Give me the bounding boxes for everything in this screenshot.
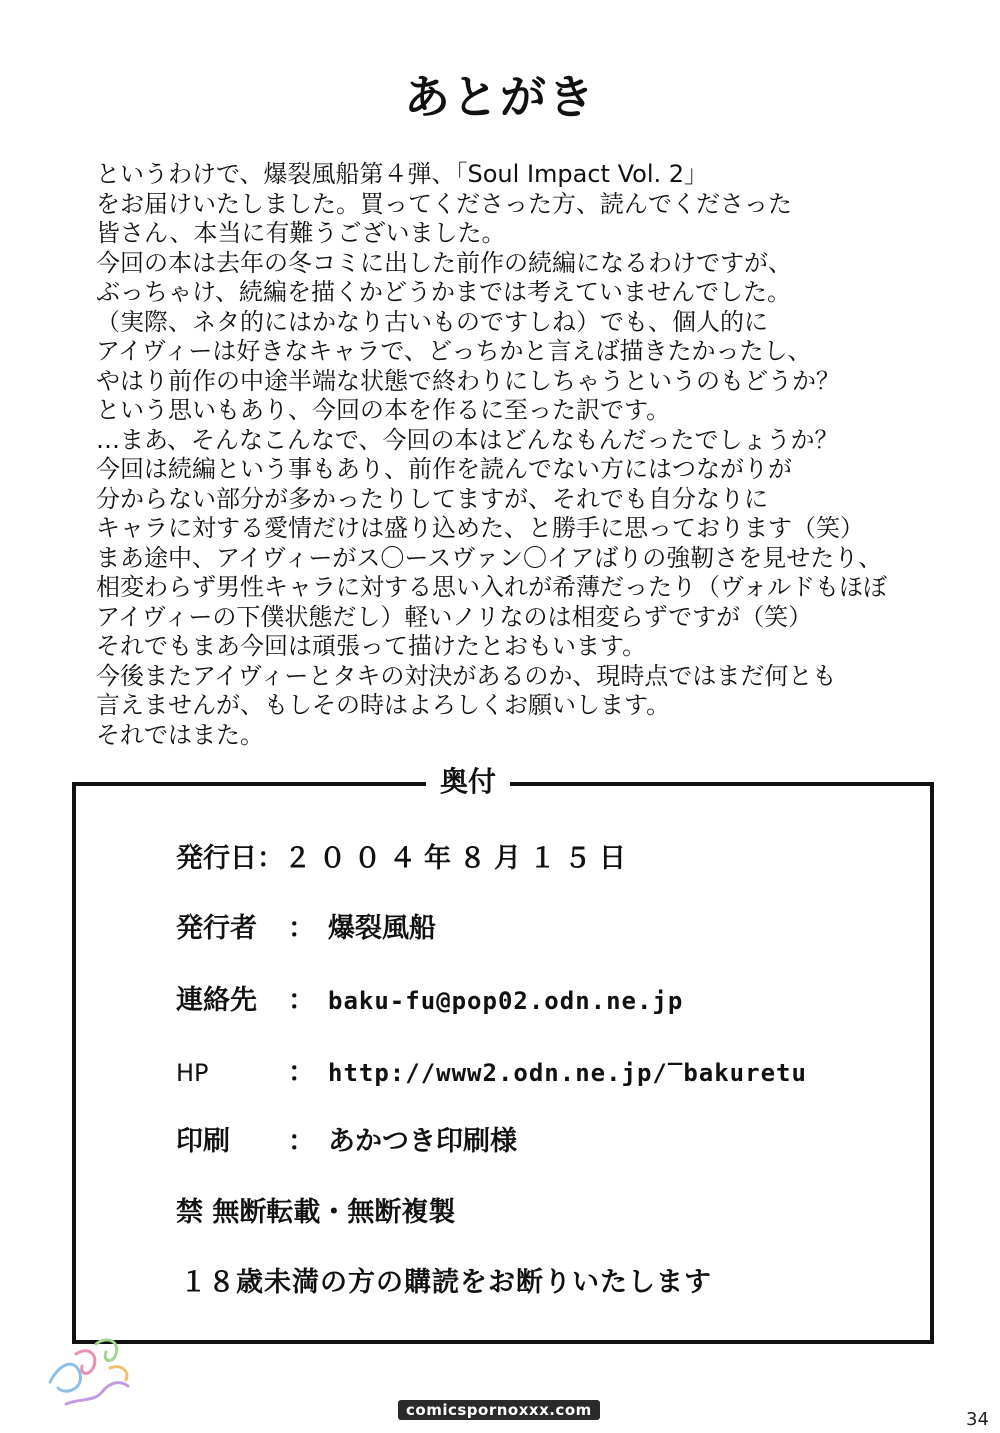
afterword-line: アイヴィーは好きなキャラで、どっちかと言えば描きたかったし、 [96,337,812,365]
colophon-issue-date [176,842,634,876]
print-label: 印刷 [176,1126,230,1157]
afterword-line: それではまた。 [96,720,264,749]
colophon-publisher [176,912,436,946]
afterword-line: やはり前作の中途半端な状態で終わりにしちゃうというのもどうか？ [96,366,840,395]
issue-date-label: 発行日： [176,843,284,874]
afterword-line: 言えませんが、もしその時はよろしくお願いします。 [96,691,671,719]
colophon-heading: 奥付 [426,764,510,800]
afterword-line: アイヴィーの下僕状態だし）軽いノリなのは相変らずですが（笑） [96,602,813,631]
decorative-stamp [36,1318,146,1418]
afterword-line: キャラに対する愛情だけは盛り込めた、と勝手に思っております（笑） [96,514,864,542]
afterword-line: をお届けいたしました。買ってくださった方、読んでくださった [96,189,792,218]
watermark: comicspornoxxx.com [398,1400,600,1420]
publisher-separator: ： [288,913,315,944]
hp-label: HP [176,1059,209,1087]
afterword-line: それでもまあ今回は頑張って描けたとおもいます。 [96,632,647,660]
afterword-line: という思いもあり、今回の本を作るに至った訳です。 [96,396,671,424]
afterword-line: まあ途中、アイヴィーがス〇ースヴァン〇イアばりの強靭さを見せたり、 [96,543,883,572]
afterword-line: 皆さん、本当に有難うございました。 [96,219,506,247]
afterword-line: （実際、ネタ的にはかなり古いものですしね）でも、個人的に [96,307,768,336]
colophon-printer [176,1125,517,1159]
afterword-line: 相変わらず男性キャラに対する思い入れが希薄だったり（ヴォルドもほぼ [96,573,888,601]
afterword-line: 今回は続編という事もあり、前作を読んでない方にはつながりが [96,455,792,483]
issue-date-value: ２００４年８月１５日 [284,843,634,874]
colophon-prohibition: 禁 無断転載・無断複製 [176,1197,456,1228]
afterword-line: 分からない部分が多かったりしてますが、それでも自分なりに [96,484,768,513]
hp-url: http://www2.odn.ne.jp/‾bakuretu [328,1059,807,1087]
page-title: あとがき [404,70,596,124]
print-separator: ： [288,1126,315,1157]
hp-separator: ： [288,1057,315,1088]
contact-label: 連絡先 [176,985,257,1016]
colophon-homepage [176,1056,807,1090]
colophon-contact [176,984,683,1018]
afterword-line: 今回の本は去年の冬コミに出した前作の続編になるわけですが、 [96,248,792,277]
afterword-line: というわけで、爆裂風船第４弾、「Soul Impact Vol. 2」 [96,160,709,188]
page-number: 34 [966,1409,989,1430]
colophon-age-notice: １８歳未満の方の購読をお断りいたします [180,1267,712,1298]
contact-separator: ： [288,985,315,1016]
afterword-line: ぶっちゃけ、続編を描くかどうかまでは考えていませんでした。 [96,278,792,306]
afterword-line: …まあ、そんなこんなで、今回の本はどんなもんだったでしょうか？ [96,425,839,454]
publisher-value: 爆裂風船 [328,913,436,944]
contact-email: baku-fu@pop02.odn.ne.jp [328,987,684,1015]
print-value: あかつき印刷様 [328,1126,517,1157]
afterword-body [96,160,956,750]
afterword-line: 今後またアイヴィーとタキの対決があるのか、現時点ではまだ何とも [96,661,837,690]
publisher-label: 発行者 [176,913,257,944]
